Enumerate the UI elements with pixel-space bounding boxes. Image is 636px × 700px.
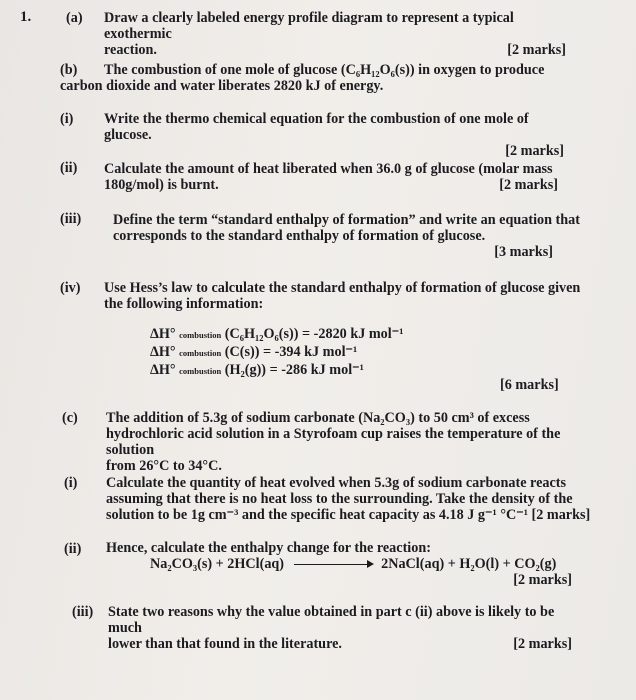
part-b-ii-marks: [2 marks] <box>499 177 558 193</box>
part-c-i-line2: assuming that there is no heat loss to the surrounding. Take the density of the <box>106 491 573 507</box>
part-c-ii-question <box>106 540 580 588</box>
delta-h-subscript: combustion <box>179 366 222 376</box>
reaction-reactants: Na₂CO₃(s) + 2HCl(aq) <box>150 556 285 572</box>
part-c-intro-line1: The addition of 5.3g of sodium carbonate (Na₂CO₃) to 50 cm³ of excess <box>106 410 530 426</box>
part-b-i-question <box>104 111 568 159</box>
part-c-intro <box>106 410 586 474</box>
delta-h-value: (C(s)) = -394 kJ mol⁻¹ <box>224 344 358 360</box>
part-a-line1: Draw a clearly labeled energy profile diagram to represent a typical exothermic <box>104 10 514 42</box>
reaction-equation <box>106 556 580 572</box>
enthalpy-data-row <box>150 326 403 344</box>
reaction-arrow-icon <box>294 564 372 565</box>
part-a-label: (a) <box>66 10 83 26</box>
part-b-iii-line1: Define the term “standard enthalpy of formation” and write an equation that <box>113 212 580 228</box>
part-a-line2: reaction. <box>104 42 157 58</box>
part-c-label: (c) <box>62 410 78 426</box>
part-a-question <box>104 10 584 58</box>
part-b-intro-line1: The combustion of one mole of glucose (C₆H₁₂O₆(s)) in oxygen to produce <box>104 62 545 78</box>
part-c-ii-text: Hence, calculate the enthalpy change for the reaction: <box>106 540 431 556</box>
part-b-iv-label: (iv) <box>60 280 81 296</box>
enthalpy-data-row <box>150 344 403 362</box>
part-b-intro-line2: carbon dioxide and water liberates 2820 kJ of energy. <box>60 78 384 94</box>
delta-h-symbol: ΔH° <box>150 362 176 378</box>
part-c-i-marks: [2 marks] <box>531 507 591 523</box>
part-b-iii-label: (iii) <box>60 211 82 227</box>
part-c-i-label: (i) <box>64 475 78 491</box>
part-b-iii-marks: [3 marks] <box>494 244 553 260</box>
part-c-i-line3: solution to be 1g cm⁻³ and the specific heat capacity as 4.18 J g⁻¹ °C⁻¹ <box>106 507 528 523</box>
part-c-ii-marks: [2 marks] <box>513 572 572 588</box>
part-c-ii-label: (ii) <box>64 541 82 557</box>
part-c-iii-marks: [2 marks] <box>513 636 572 652</box>
part-c-intro-line2: hydrochloric acid solution in a Styrofoam cup raises the temperature of the solution <box>106 426 561 458</box>
part-b-iv-marks: [6 marks] <box>500 377 559 393</box>
part-b-ii-question <box>104 161 582 193</box>
question-number: 1. <box>20 9 32 25</box>
enthalpy-data-list <box>150 326 403 380</box>
part-b-iv-question <box>104 280 584 312</box>
part-b-iv-line2: the following information: <box>104 296 264 312</box>
part-c-intro-line3: from 26°C to 34°C. <box>106 458 222 474</box>
delta-h-symbol: ΔH° <box>150 326 176 342</box>
delta-h-subscript: combustion <box>179 348 222 358</box>
part-a-marks: [2 marks] <box>507 42 566 58</box>
delta-h-value: (C₆H₁₂O₆(s)) = -2820 kJ mol⁻¹ <box>224 326 404 342</box>
part-b-i-label: (i) <box>60 111 74 127</box>
part-b-i-marks: [2 marks] <box>505 143 564 159</box>
part-b-ii-label: (ii) <box>60 160 78 176</box>
part-b-i-text: Write the thermo chemical equation for the combustion of one mole of glucose. <box>104 111 529 143</box>
part-c-i-line1: Calculate the quantity of heat evolved when 5.3g of sodium carbonate reacts <box>106 475 567 491</box>
part-b-iii-question <box>113 212 583 260</box>
delta-h-subscript: combustion <box>179 330 222 340</box>
part-b-ii-line2: 180g/mol) is burnt. <box>104 177 219 193</box>
part-b-ii-line1: Calculate the amount of heat liberated when 36.0 g of glucose (molar mass <box>104 161 553 177</box>
delta-h-value: (H₂(g)) = -286 kJ mol⁻¹ <box>224 362 364 378</box>
part-c-i-question <box>106 475 591 523</box>
part-b-iv-line1: Use Hess’s law to calculate the standard enthalpy of formation of glucose given <box>104 280 581 296</box>
part-b-label: (b) <box>60 62 78 78</box>
part-c-iii-question <box>108 604 578 652</box>
reaction-products: 2NaCl(aq) + H₂O(l) + CO₂(g) <box>381 556 557 572</box>
part-b-iii-line2: corresponds to the standard enthalpy of formation of glucose. <box>113 228 486 244</box>
part-c-iii-line1: State two reasons why the value obtained in part c (ii) above is likely to be much <box>108 604 555 636</box>
part-c-iii-label: (iii) <box>72 604 94 620</box>
enthalpy-data-row <box>150 362 403 380</box>
delta-h-symbol: ΔH° <box>150 344 176 360</box>
part-c-iii-line2: lower than that found in the literature. <box>108 636 342 652</box>
